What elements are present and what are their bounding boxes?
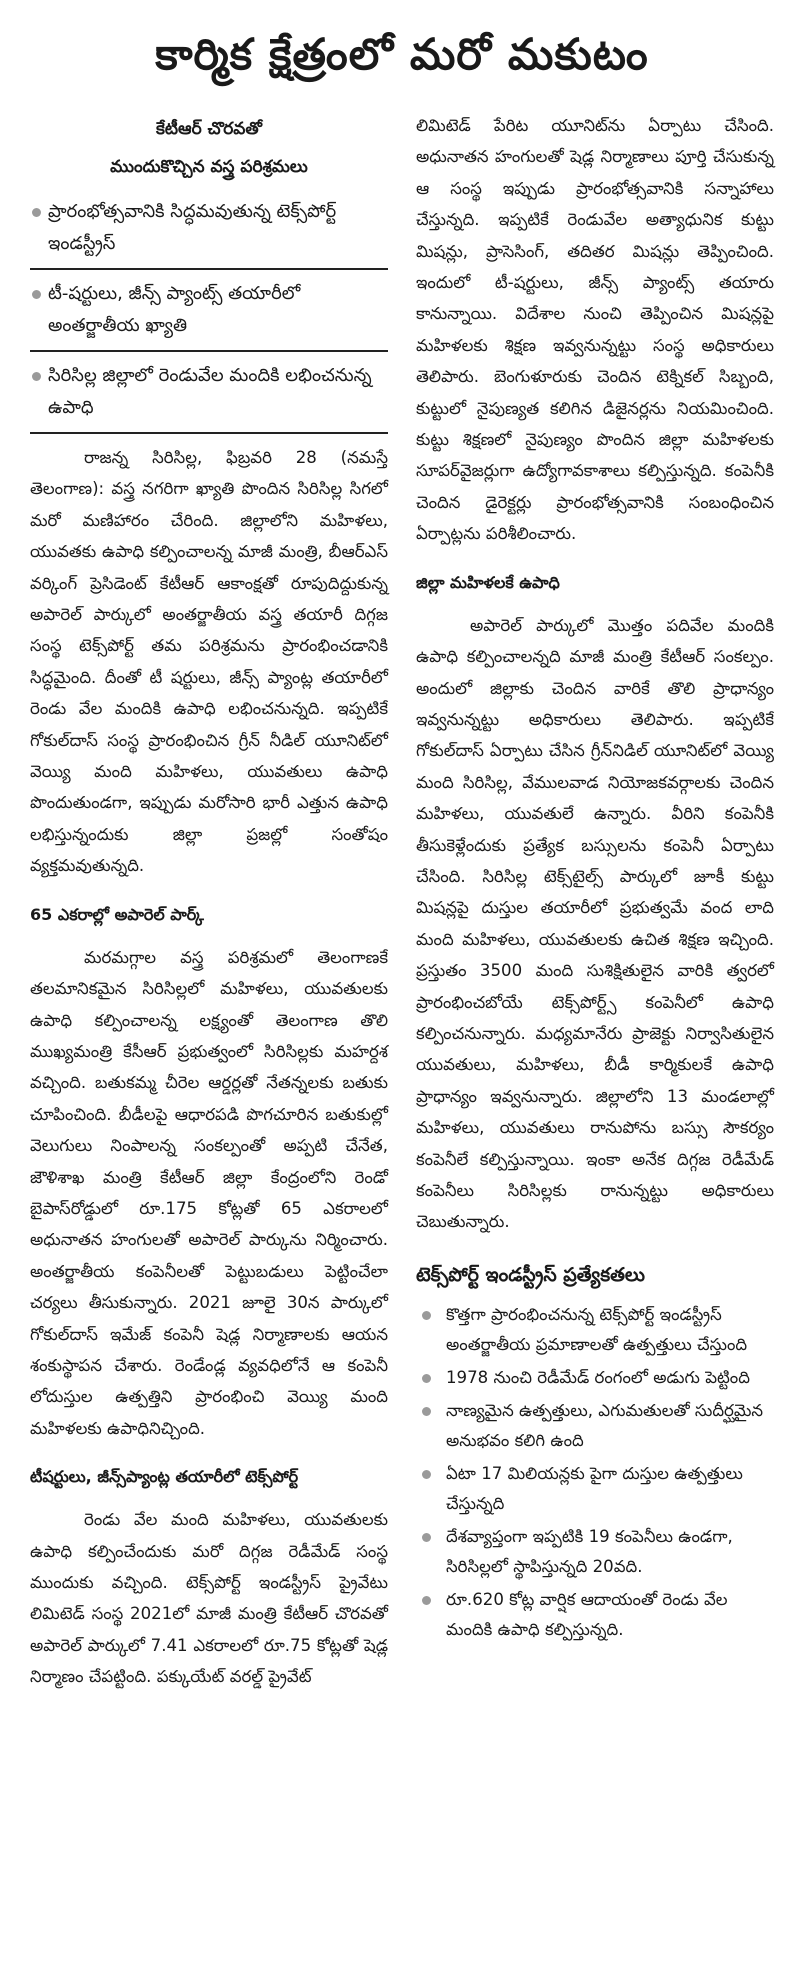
article-columns bbox=[30, 110, 774, 1693]
fact-item: కొత్తగా ప్రారంభించనున్న టెక్స్‌పోర్ట్ ఇండస్ట్రీస్ అంతర్జాతీయ ప్రమాణాలతో ఉత్పత్తులు చేస్తుంది bbox=[416, 1300, 774, 1360]
section-subhead: జిల్లా మహిళలకే ఉపాధి bbox=[416, 572, 560, 592]
body-paragraph: రెండు వేల మంది మహిళలు, యువతులకు ఉపాధి కల్పించేందుకు మరో దిగ్గజ రెడీమేడ్ సంస్థ ముందుకు వచ్చింది. టెక్స్‌పోర్ట్ ఇండస్ట్రీస్ ప్రైవేటు లిమిటెడ్ సంస్థ 2021లో మాజీ మంత్రి కేటీఆర్ చొరవతో అపారెల్ పార్కులో 7.41 ఎకరాలలో రూ.75 కోట్లతో షెడ్ల నిర్మాణం చేపట్టింది. పక్కుయేట్ వరల్డ్ ప్రైవేట్ bbox=[30, 1510, 388, 1687]
section-subhead: టీషర్టులు, జీన్స్‌ప్యాంట్ల తయారీలో టెక్స్‌పోర్ట్ bbox=[30, 1467, 299, 1487]
kicker-line-2: ముందుకొచ్చిన వస్త్ర పరిశ్రమలు bbox=[110, 157, 308, 177]
deck-list bbox=[30, 192, 388, 434]
kicker-line-1: కేటీఆర్ చొరవతో bbox=[156, 119, 262, 139]
body-paragraph: అపారెల్ పార్కులో మొత్తం పదివేల మందికి ఉపాధి కల్పించాలన్నది మాజీ మంత్రి కేటీఆర్ సంకల్పం. అందులో జిల్లాకు చెందిన వారికే తొలి ప్రాధాన్యం ఇవ్వనున్నట్టు అధికారులు తెలిపారు. ఇప్పటికే గోకుల్‌దాస్ ఏర్పాటు చేసిన గ్రీన్‌నిడిల్ యూనిట్‌లో వెయ్యి మంది సిరిసిల్ల, వేములవాడ నియోజకవర్గాలకు చెందిన మహిళలు, యువతులే ఉన్నారు. వీరిని కంపెనీకి తీసుకెళ్లేందుకు ప్రత్యేక బస్సులను కంపెనీ ఏర్పాటు చేసింది. సిరిసిల్ల టెక్స్‌టైల్స్ పార్కులో జూకీ కుట్టు మిషన్లపై దుస్తుల తయారీలో ప్రభుత్వమే వంద లాది మంది మహిళలు, యువతులకు ఉచిత శిక్షణ ఇచ్చింది. ప్రస్తుతం 3500 మంది సుశిక్షితులైన వారికి త్వరలో ప్రారంభించబోయే టెక్స్‌పోర్ట్స్ కంపెనీలో ఉపాధి కల్పించనున్నారు. మధ్యమానేరు ప్రాజెక్టు నిర్వాసితులైన యువతులు, మహిళలు, బీడీ కార్మికులకే ఉపాధి ప్రాధాన్యం ఇవ్వనున్నారు. జిల్లాలోని 13 మండలాల్లో మహిళలు, యువతులు రానుపోను బస్సు సౌకర్యం కంపెనీలే కల్పిస్తున్నాయి. ఇంకా అనేక దిగ్గజ రెడీమేడ్ కంపెనీలు సిరిసిల్లకు రానున్నట్టు అధికారులు చెబుతున్నారు. bbox=[416, 615, 774, 1232]
right-column bbox=[416, 110, 774, 1693]
body-paragraph: లిమిటెడ్ పేరిట యూనిట్‌ను ఏర్పాటు చేసింది. అధునాతన హంగులతో షెడ్ల నిర్మాణాలు పూర్తి చేసుకున్న ఆ సంస్థ ఇప్పుడు ప్రారంభోత్సవానికి సన్నాహాలు చేస్తున్నది. ఇప్పటికే రెండువేల అత్యాధునిక కుట్టు మిషన్లు, ప్రాసెసింగ్, తదితర మిషన్లు తెప్పించింది. ఇందులో టీ-షర్టులు, జీన్స్ ప్యాంట్స్ తయారు కానున్నాయి. విదేశాల నుంచి తెప్పించిన మిషన్లపై మహిళలకు శిక్షణ ఇవ్వనున్నట్టు సంస్థ అధికారులు తెలిపారు. బెంగుళూరుకు చెందిన టెక్నికల్ సిబ్బంది, కుట్టులో నైపుణ్యత కలిగిన డిజైనర్లను నియమించింది. కుట్టు శిక్షణలో నైపుణ్యం పొందిన జిల్లా మహిళలకు సూపర్‌వైజర్లుగా ఉద్యోగావకాశాలు కల్పిస్తున్నది. కంపెనీకి చెందిన డైరెక్టర్లు ప్రారంభోత్సవానికి సంబంధించిన ఏర్పాట్లను పరిశీలించారు. bbox=[416, 116, 774, 544]
fact-item: నాణ్యమైన ఉత్పత్తులు, ఎగుమతులతో సుదీర్ఘమైన అనుభవం కలిగి ఉంది bbox=[416, 1396, 774, 1456]
body-paragraph: రాజన్న సిరిసిల్ల, ఫిబ్రవరి 28 (నమస్తే తెలంగాణ): వస్త్ర నగరిగా ఖ్యాతి పొందిన సిరిసిల్ల సిగలో మరో మణిహారం చేరింది. జిల్లాలోని మహిళలు, యువతకు ఉపాధి కల్పించాలన్న మాజీ మంత్రి, బీఆర్ఎస్ వర్కింగ్ ప్రెసిడెంట్ కేటీఆర్ ఆకాంక్షతో రూపుదిద్దుకున్న అపారెల్ పార్కులో అంతర్జాతీయ వస్త్ర తయారీ దిగ్గజ సంస్థ టెక్స్‌పోర్ట్ తమ పరిశ్రమను ప్రారంభించడానికి సిద్ధమైంది. దీంతో టీ షర్టులు, జీన్స్ ప్యాంట్ల తయారీలో రెండు వేల మందికి ఉపాధి లభించనున్నది. ఇప్పటికే గోకుల్‌దాస్ సంస్థ ప్రారంభించిన గ్రీన్ నీడిల్ యూనిట్‌లో వెయ్యి మంది మహిళలు, యువతులు ఉపాధి పొందుతుండగా, ఇప్పుడు మరోసారి భారీ ఎత్తున ఉపాధి లభిస్తున్నందుకు జిల్లా ప్రజల్లో సంతోషం వ్యక్తమవుతున్నది. bbox=[30, 448, 388, 876]
section-subhead: 65 ఎకరాల్లో అపారెల్ పార్క్ bbox=[30, 904, 204, 924]
body-paragraph: మరమగ్గాల వస్త్ర పరిశ్రమలో తెలంగాణకే తలమానికమైన సిరిసిల్లలో మహిళలు, యువతులకు ఉపాధి కల్పించాలన్న లక్ష్యంతో తెలంగాణ తొలి ముఖ్యమంత్రి కేసీఆర్ ప్రభుత్వంలో సిరిసిల్లకు మహర్దశ వచ్చింది. బతుకమ్మ చీరెల ఆర్డర్లతో నేతన్నలకు బతుకు చూపించింది. బీడీలపై ఆధారపడి పొగచూరిన బతుకుల్లో వెలుగులు నింపాలన్న సంకల్పంతో అప్పటి చేనేత, జౌళిశాఖ మంత్రి కేటీఆర్ జిల్లా కేంద్రంలోని రెండో బైపాస్‌రోడ్డులో రూ.175 కోట్లతో 65 ఎకరాలలో అధునాతన హంగులతో అపారెల్ పార్కును నిర్మించారు. అంతర్జాతీయ కంపెనీలతో పెట్టుబడులు పెట్టించేలా చర్యలు తీసుకున్నారు. 2021 జూలై 30న పార్కులో గోకుల్‌దాస్ ఇమేజ్ కంపెనీ షెడ్ల నిర్మాణాలకు ఆయన శంకుస్థాపన చేశారు. రెండేండ్ల వ్యవధిలోనే ఆ కంపెనీ లోదుస్తుల ఉత్పత్తిని ప్రారంభించి వెయ్యి మంది మహిళలకు ఉపాధినిచ్చింది. bbox=[30, 947, 388, 1438]
fact-item: రూ.620 కోట్ల వార్షిక ఆదాయంతో రెండు వేల మందికి ఉపాధి కల్పిస్తున్నది. bbox=[416, 1585, 774, 1645]
fact-item: ఏటా 17 మిలియన్లకు పైగా దుస్తుల ఉత్పత్తులు చేస్తున్నది bbox=[416, 1459, 774, 1519]
fact-item: దేశవ్యాప్తంగా ఇప్పటికి 19 కంపెనీలు ఉండగా, సిరిసిల్లలో స్థాపిస్తున్నది 20వది. bbox=[416, 1522, 774, 1582]
fact-item: 1978 నుంచి రెడీమేడ్ రంగంలో అడుగు పెట్టింది bbox=[416, 1363, 774, 1393]
left-column bbox=[30, 110, 388, 1693]
facts-list bbox=[416, 1300, 774, 1645]
section-subhead: టెక్స్‌పోర్ట్ ఇండస్ట్రీస్ ప్రత్యేకతలు bbox=[416, 1263, 645, 1286]
deck-item: సిరిసిల్ల జిల్లాలో రెండువేల మందికి లభించనున్న ఉపాధి bbox=[30, 356, 388, 434]
deck-item: ప్రారంభోత్సవానికి సిద్ధమవుతున్న టెక్స్‌పోర్ట్ ఇండస్ట్రీస్ bbox=[30, 192, 388, 270]
headline: కార్మిక క్షేత్రంలో మరో మకుటం bbox=[155, 30, 649, 80]
deck-item: టీ-షర్టులు, జీన్స్ ప్యాంట్స్ తయారీలో అంతర్జాతీయ ఖ్యాతి bbox=[30, 274, 388, 352]
